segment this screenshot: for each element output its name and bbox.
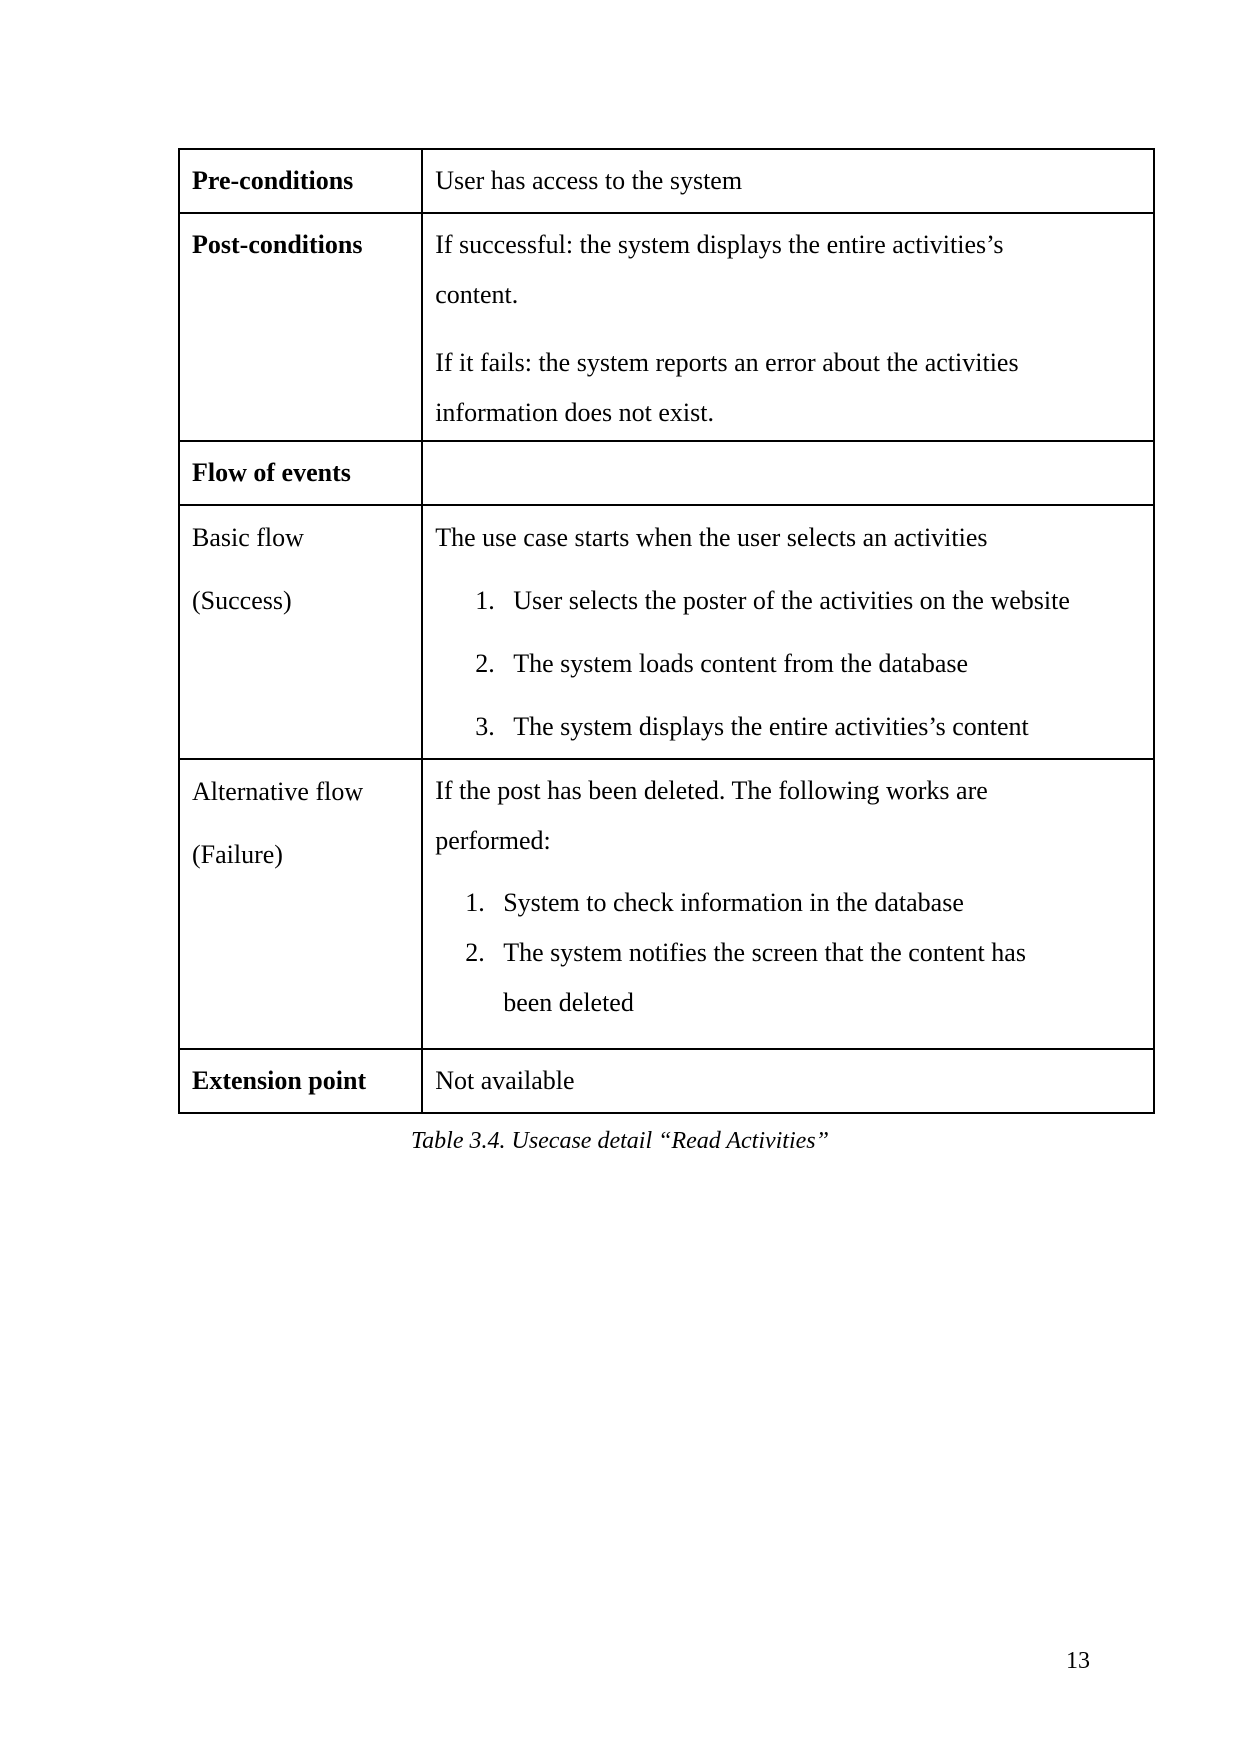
- list-item: [435, 695, 1141, 758]
- postconditions-failure: [435, 332, 1141, 438]
- basic-flow-steps: [435, 569, 1141, 758]
- alternative-flow-label-cell: [179, 759, 422, 1049]
- alternative-flow-steps: [435, 878, 1141, 1028]
- list-item: [435, 632, 1141, 695]
- basic-flow-label: Basic flow: [192, 523, 304, 552]
- alternative-flow-value-cell: [422, 759, 1154, 1049]
- preconditions-label: Pre-conditions: [179, 149, 422, 213]
- preconditions-value: User has access to the system: [422, 149, 1154, 213]
- extension-point-label: Extension point: [179, 1049, 422, 1113]
- table-row-postconditions: [179, 213, 1154, 441]
- list-item: [435, 878, 1141, 928]
- page-number: 13: [1066, 1648, 1090, 1674]
- basic-flow-sublabel: (Success): [192, 586, 292, 615]
- usecase-detail-table: [178, 148, 1155, 1114]
- basic-flow-intro: The use case starts when the user selects an activities: [435, 523, 988, 552]
- flow-of-events-value: [422, 441, 1154, 505]
- step-text: User selects the poster of the activities on the website: [513, 586, 1070, 615]
- step-text: The system loads content from the database: [513, 649, 969, 678]
- table-row-flow-of-events: [179, 441, 1154, 505]
- table-row-preconditions: [179, 149, 1154, 213]
- table-row-extension-point: [179, 1049, 1154, 1113]
- alternative-flow-intro-line2: performed:: [435, 826, 551, 855]
- postconditions-success-line1: If successful: the system displays the entire activities’s: [435, 230, 1004, 259]
- step-text: The system displays the entire activities’s content: [513, 712, 1029, 741]
- alternative-flow-intro: [435, 760, 1141, 866]
- step-text-continued: been deleted: [503, 988, 634, 1017]
- list-item: [435, 569, 1141, 632]
- step-number: 2.: [465, 938, 485, 967]
- postconditions-failure-line2: information does not exist.: [435, 398, 714, 427]
- step-text: The system notifies the screen that the content has: [503, 938, 1026, 967]
- step-number: 1.: [465, 888, 485, 917]
- step-text: System to check information in the database: [503, 888, 964, 917]
- extension-point-value: Not available: [422, 1049, 1154, 1113]
- list-item: [435, 928, 1141, 1028]
- step-number: 3.: [475, 712, 495, 741]
- alternative-flow-label: Alternative flow: [192, 777, 364, 806]
- table-row-alternative-flow: [179, 759, 1154, 1049]
- alternative-flow-intro-line1: If the post has been deleted. The following works are: [435, 776, 988, 805]
- step-number: 2.: [475, 649, 495, 678]
- postconditions-success: [435, 214, 1141, 320]
- postconditions-label-cell: [179, 213, 422, 441]
- flow-of-events-label: Flow of events: [179, 441, 422, 505]
- basic-flow-label-cell: [179, 505, 422, 759]
- basic-flow-value-cell: [422, 505, 1154, 759]
- alternative-flow-sublabel: (Failure): [192, 840, 283, 869]
- postconditions-label: Post-conditions: [192, 230, 363, 259]
- step-number: 1.: [475, 586, 495, 615]
- table-row-basic-flow: [179, 505, 1154, 759]
- postconditions-success-line2: content.: [435, 280, 519, 309]
- postconditions-failure-line1: If it fails: the system reports an error about the activities: [435, 348, 1019, 377]
- table-caption: Table 3.4. Usecase detail “Read Activities”: [411, 1128, 829, 1154]
- postconditions-value-cell: [422, 213, 1154, 441]
